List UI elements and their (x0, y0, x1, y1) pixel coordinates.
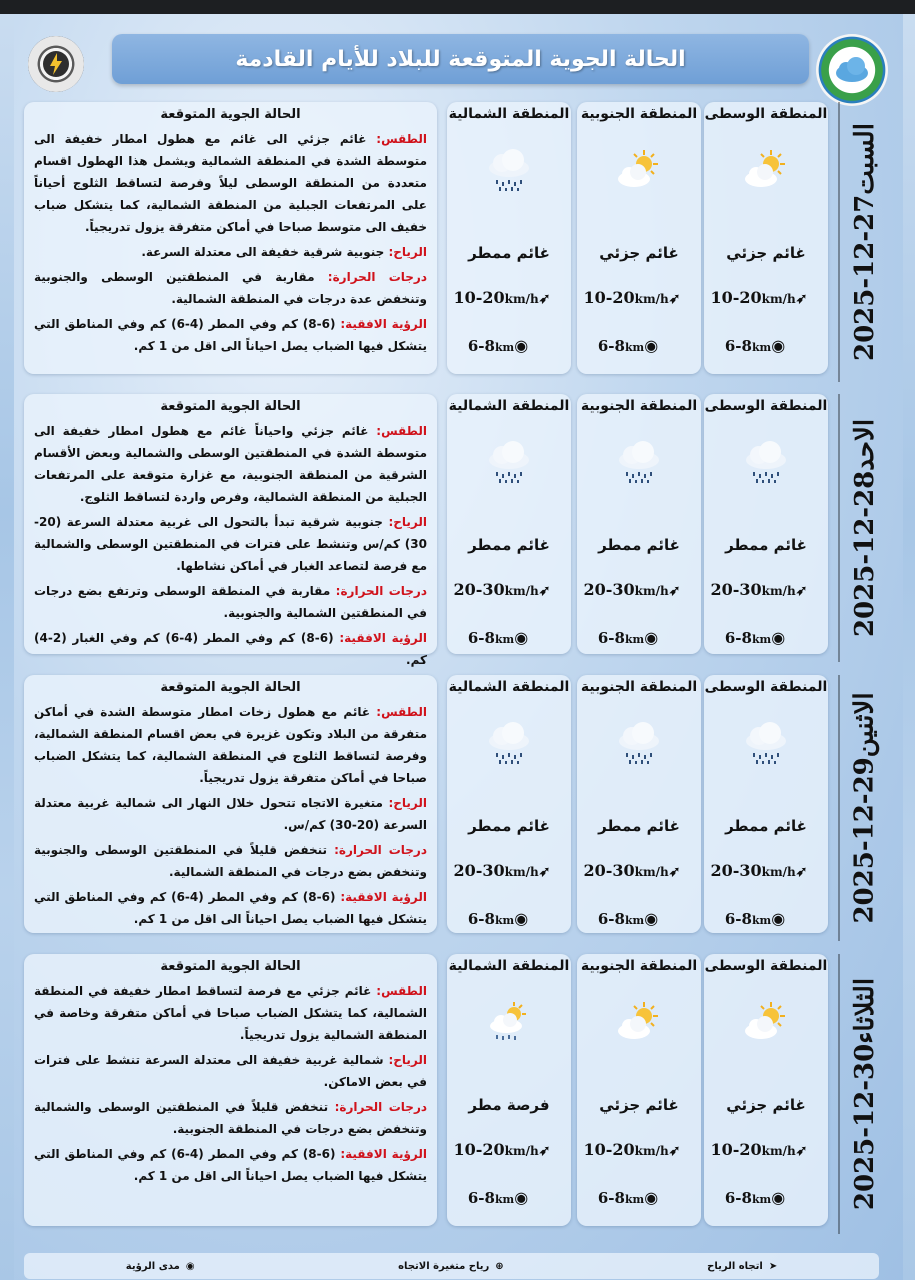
visibility-unit: km (624, 633, 645, 646)
wind-value: 20-30 (710, 861, 762, 880)
rain-cloud-icon (614, 721, 664, 765)
forecast-body: (6-8) كم وفي المطر (4-6) كم وفي المناطق التي يتشكل فيها الضباب يصل احياناً الى اقل من 1 كم. (34, 317, 427, 353)
forecast-label: درجات الحرارة: (327, 270, 427, 284)
date-text (850, 123, 880, 361)
eye-icon: ◉ (771, 336, 786, 355)
visibility-value: 6-8 (467, 910, 495, 928)
forecast-paragraph (34, 1096, 427, 1140)
condition-text: غائم جزئي (599, 244, 679, 262)
visibility-value: 6-8 (724, 337, 752, 355)
eye-icon: ◉ (644, 1188, 659, 1207)
wind-direction-arrow-icon: ➶ (668, 583, 681, 599)
wind-speed (577, 1140, 701, 1159)
visibility (577, 1188, 701, 1207)
visibility-unit: km (624, 914, 645, 927)
visibility-value: 6-8 (597, 629, 625, 647)
wind-unit: km/h (504, 292, 539, 306)
wind-unit: km/h (504, 865, 539, 879)
wind-unit: km/h (761, 584, 796, 598)
wind-value: 20-30 (453, 861, 505, 880)
forecast-paragraph (34, 420, 427, 508)
partly-cloudy-sun-icon (614, 148, 664, 192)
wind-speed (704, 288, 828, 307)
region-title: المنطقة الوسطى (704, 679, 828, 695)
forecast-paragraph (34, 313, 427, 357)
rain-cloud-icon (484, 148, 534, 192)
visibility-unit: km (751, 1193, 772, 1206)
region-title: المنطقة الوسطى (704, 958, 828, 974)
condition-text: غائم ممطر (725, 536, 807, 554)
wind-unit: km/h (504, 584, 539, 598)
wind-value: 10-20 (583, 1140, 635, 1159)
forecast-body: متغيرة الاتجاه تتحول خلال النهار الى شمالية غربية معتدلة السرعة (20-30) كم/س. (34, 796, 427, 832)
eye-icon: ◉ (514, 628, 529, 647)
condition-text: غائم جزئي (726, 244, 806, 262)
legend-item-wind-direction: ➤اتجاه الرياح (707, 1260, 778, 1272)
wind-speed (447, 288, 571, 307)
visibility-value: 6-8 (467, 629, 495, 647)
wind-unit: km/h (634, 1144, 669, 1158)
wind-value: 20-30 (583, 580, 635, 599)
forecast-paragraph (34, 886, 427, 930)
region-card (704, 394, 828, 654)
wind-direction-arrow-icon: ➶ (795, 583, 808, 599)
day-block (22, 394, 890, 667)
forecast-paragraph (34, 839, 427, 883)
forecast-body: غائم جزئي مع فرصة لتساقط امطار خفيفة في المنطقة الشمالية، كما يتشكل الضباب صباحا في أماكن متفرقة وخاصة في المنطقة الشمالية يزول تدريجياً. (34, 984, 427, 1042)
region-card (577, 394, 701, 654)
forecast-body: غائم جزئي الى غائم مع هطول امطار خفيفة الى متوسطة الشدة في المنطقة الشمالية ويشمل هذا الهطول اقسام متعددة من المنطقة الوسطى ليلاً وفرصة لتساقط الثلوج أحياناً على المرتفعات الجبلية من المنطقة الشمالية، كما يتشكل ضباب خفيف الى متوسط صباحا في أماكن متفرقة يزول تدريجياً. (34, 132, 427, 234)
wind-speed (447, 580, 571, 599)
wind-speed (447, 861, 571, 880)
wind-direction-arrow-icon: ➶ (795, 864, 808, 880)
visibility-value: 6-8 (597, 1189, 625, 1207)
forecast-label: درجات الحرارة: (335, 584, 427, 598)
forecast-paragraph (34, 266, 427, 310)
visibility-value: 6-8 (597, 337, 625, 355)
visibility-value: 6-8 (467, 337, 495, 355)
forecast-paragraph (34, 980, 427, 1046)
visibility-unit: km (751, 633, 772, 646)
forecast-label: الطقس: (376, 705, 427, 719)
visibility-unit: km (751, 341, 772, 354)
wind-speed (577, 288, 701, 307)
wind-unit: km/h (504, 1144, 539, 1158)
forecast-body: مقاربة في المنطقة الوسطى وترتفع بضع درجات في المنطقتين الشمالية والجنوبية. (34, 584, 427, 620)
region-title: المنطقة الشمالية (448, 398, 570, 414)
wind-speed (447, 1140, 571, 1159)
forecast-paragraph (34, 792, 427, 836)
visibility (704, 336, 828, 355)
forecast-label: الرؤية الافقية: (339, 631, 427, 645)
visibility (577, 336, 701, 355)
forecast-body: تنخفض قليلاً في المنطقتين الوسطى والجنوبية وتنخفض بضع درجات في المنطقة الشمالية. (34, 843, 427, 879)
legend-bar (24, 1253, 879, 1279)
weekday-text: الاحد (850, 418, 880, 471)
eye-icon: ◉ (644, 628, 659, 647)
region-title: المنطقة الوسطى (704, 106, 828, 122)
sun-cloud-rain-icon (484, 1000, 534, 1044)
eye-icon: ◉ (514, 336, 529, 355)
eye-icon: ◉ (514, 909, 529, 928)
date-text (850, 978, 880, 1210)
date-text (850, 419, 880, 637)
rain-cloud-icon (614, 440, 664, 484)
region-title: المنطقة الجنوبية (580, 958, 698, 974)
wind-direction-arrow-icon: ➶ (538, 583, 551, 599)
eye-icon: ◉ (771, 628, 786, 647)
forecast-text-card (24, 954, 437, 1226)
page-header (112, 34, 809, 84)
eye-icon: ◉ (771, 909, 786, 928)
visibility (577, 909, 701, 928)
date-text (850, 692, 880, 923)
variable-wind-icon: ⊕ (495, 1260, 504, 1272)
visibility (447, 628, 571, 647)
wind-value: 10-20 (710, 1140, 762, 1159)
wind-direction-arrow-icon: ➶ (668, 1143, 681, 1159)
rain-cloud-icon (484, 440, 534, 484)
wind-direction-arrow-icon: ➶ (795, 291, 808, 307)
visibility (447, 909, 571, 928)
ministry-logo-right (816, 34, 888, 106)
wind-speed (704, 861, 828, 880)
forecast-paragraph (34, 1049, 427, 1093)
forecast-body: غائم مع هطول زخات امطار متوسطة الشدة في أماكن متفرقة من البلاد وتكون غزيرة في بعض اقسام المنطقة الشمالية، وفرصة لتساقط الثلوج في المنطقة الشمالية، كما يتشكل الضباب صباحا في أماكن متفرقة يزول تدريجياً. (34, 705, 427, 785)
wind-value: 20-30 (453, 580, 505, 599)
forecast-title: الحالة الجوية المتوقعة (160, 959, 301, 974)
wind-value: 20-30 (583, 861, 635, 880)
visibility-unit: km (494, 341, 515, 354)
region-card (704, 675, 828, 933)
forecast-body: غائم جزئي واحياناً غائم مع هطول امطار خفيفة الى متوسطة الشدة في المنطقتين الوسطى والشمالية وبعض الأقسام الشرقية من المنطقة الجنوبية، مع غزارة متوقعة على المرتفعات الجبلية من المنطقة الشمالية، وفرص واردة لتساقط الثلوج. (34, 424, 427, 504)
wind-speed (704, 1140, 828, 1159)
forecast-title: الحالة الجوية المتوقعة (160, 680, 301, 695)
forecast-body: جنوبية شرقية تبدأ بالتحول الى غربية معتدلة السرعة (20-30) كم/س وتنشط على فترات في المنطقتين الوسطى والشمالية مع فرصة لتصاعد الغبار في أماكن نشاطها. (34, 515, 427, 573)
cloud-logo-icon (832, 55, 872, 85)
visibility (704, 909, 828, 928)
wind-unit: km/h (761, 292, 796, 306)
forecast-label: الرياح: (388, 245, 427, 259)
date-label (838, 954, 890, 1234)
wind-value: 10-20 (583, 288, 635, 307)
date-value: 2025-12-27 (850, 194, 880, 362)
rain-cloud-icon (741, 440, 791, 484)
date-label (838, 675, 890, 941)
visibility-unit: km (494, 1193, 515, 1206)
forecast-body: تنخفض قليلاً في المنطقتين الوسطى والشمالية وتنخفض بضع درجات في المنطقة الجنوبية. (34, 1100, 427, 1136)
forecast-body: (6-8) كم وفي المطر (4-6) كم وفي المناطق التي يتشكل فيها الضباب يصل احياناً الى اقل من 1 كم. (34, 1147, 427, 1183)
region-card (577, 102, 701, 374)
partly-cloudy-sun-icon (614, 1000, 664, 1044)
visibility-value: 6-8 (467, 1189, 495, 1207)
forecast-text-card (24, 102, 437, 374)
wind-value: 10-20 (710, 288, 762, 307)
forecast-label: الرؤية الافقية: (340, 317, 427, 331)
date-label (838, 102, 890, 382)
weekday-text: الاثنين (850, 692, 880, 758)
region-title: المنطقة الجنوبية (580, 679, 698, 695)
forecast-text-card (24, 394, 437, 667)
forecast-label: درجات الحرارة: (334, 1100, 428, 1114)
condition-text: غائم ممطر (598, 817, 680, 835)
forecast-paragraph (34, 580, 427, 624)
forecast-title: الحالة الجوية المتوقعة (160, 399, 301, 414)
wind-unit: km/h (761, 1144, 796, 1158)
forecast-title: الحالة الجوية المتوقعة (160, 107, 301, 122)
visibility-unit: km (751, 914, 772, 927)
forecast-label: الرياح: (388, 796, 427, 810)
condition-text: فرصة مطر (468, 1096, 550, 1114)
partly-cloudy-sun-icon (741, 1000, 791, 1044)
visibility-unit: km (494, 633, 515, 646)
weekday-text: الثلاثاء (850, 977, 881, 1044)
day-block (22, 102, 890, 382)
date-value: 2025-12-30 (850, 1043, 881, 1211)
meteorological-logo-left (28, 36, 84, 92)
region-card (447, 954, 571, 1226)
wind-direction-arrow-icon: ➤ (768, 1260, 778, 1272)
region-card (447, 675, 571, 933)
visibility-unit: km (624, 1193, 645, 1206)
condition-text: غائم ممطر (468, 536, 550, 554)
wind-value: 10-20 (453, 288, 505, 307)
forecast-label: الرؤية الافقية: (340, 1147, 427, 1161)
visibility (704, 1188, 828, 1207)
partly-cloudy-sun-icon (741, 148, 791, 192)
region-card (704, 102, 828, 374)
forecast-label: الطقس: (376, 984, 427, 998)
region-card (447, 102, 571, 374)
rain-cloud-icon (484, 721, 534, 765)
visibility-value: 6-8 (724, 1189, 752, 1207)
region-card (704, 954, 828, 1226)
forecast-body: (6-8) كم وفي المطر (4-6) كم وفي الغبار (2-4) كم. (34, 631, 427, 667)
condition-text: غائم ممطر (598, 536, 680, 554)
wind-unit: km/h (634, 865, 669, 879)
page-frame (14, 14, 903, 1280)
region-title: المنطقة الشمالية (448, 106, 570, 122)
forecast-body: شمالية غربية خفيفة الى معتدلة السرعة تنشط على فترات في بعض الاماكن. (34, 1053, 427, 1089)
visibility-value: 6-8 (724, 910, 752, 928)
visibility (447, 336, 571, 355)
date-value: 2025-12-29 (850, 757, 880, 924)
forecast-label: درجات الحرارة: (334, 843, 428, 857)
wind-unit: km/h (634, 584, 669, 598)
condition-text: غائم جزئي (726, 1096, 806, 1114)
visibility-value: 6-8 (724, 629, 752, 647)
forecast-label: الرياح: (388, 515, 427, 529)
visibility (577, 628, 701, 647)
region-card (447, 394, 571, 654)
forecast-paragraph (34, 627, 427, 671)
wind-direction-arrow-icon: ➶ (538, 1143, 551, 1159)
condition-text: غائم جزئي (599, 1096, 679, 1114)
forecast-paragraph (34, 511, 427, 577)
wind-unit: km/h (634, 292, 669, 306)
weekday-text: السبت (850, 122, 880, 195)
date-value: 2025-12-28 (850, 470, 880, 638)
wind-speed (577, 580, 701, 599)
condition-text: غائم ممطر (468, 817, 550, 835)
wind-value: 10-20 (453, 1140, 505, 1159)
forecast-body: (6-8) كم وفي المطر (4-6) كم وفي المناطق التي يتشكل فيها الضباب يصل احياناً الى اقل من 1 كم. (34, 890, 427, 926)
wind-direction-arrow-icon: ➶ (538, 864, 551, 880)
visibility-value: 6-8 (597, 910, 625, 928)
wind-speed (704, 580, 828, 599)
forecast-label: الطقس: (376, 132, 427, 146)
forecast-body: جنوبية شرقية خفيفة الى معتدلة السرعة. (141, 245, 389, 259)
visibility (704, 628, 828, 647)
wind-direction-arrow-icon: ➶ (668, 864, 681, 880)
wind-speed (577, 861, 701, 880)
wind-direction-arrow-icon: ➶ (668, 291, 681, 307)
legend-item-variable-wind: ⊕رياح متغيرة الاتجاه (398, 1260, 504, 1272)
region-title: المنطقة الجنوبية (580, 106, 698, 122)
forecast-paragraph (34, 1143, 427, 1187)
region-title: المنطقة الجنوبية (580, 398, 698, 414)
wind-unit: km/h (761, 865, 796, 879)
forecast-label: الرياح: (388, 1053, 427, 1067)
forecast-paragraph (34, 241, 427, 263)
eye-icon: ◉ (514, 1188, 529, 1207)
eye-icon: ◉ (644, 909, 659, 928)
region-title: المنطقة الشمالية (448, 679, 570, 695)
visibility (447, 1188, 571, 1207)
forecast-paragraph (34, 128, 427, 238)
rain-cloud-icon (741, 721, 791, 765)
wind-direction-arrow-icon: ➶ (538, 291, 551, 307)
forecast-label: الرؤية الافقية: (340, 890, 427, 904)
legend-item-visibility: ◉مدى الرؤية (125, 1260, 195, 1272)
forecast-text-card (24, 675, 437, 933)
wind-direction-arrow-icon: ➶ (795, 1143, 808, 1159)
eye-icon: ◉ (185, 1260, 195, 1272)
forecast-body: مقاربة في المنطقتين الوسطى والجنوبية وتنخفض عدة درجات في المنطقة الشمالية. (34, 270, 427, 306)
region-card (577, 954, 701, 1226)
region-card (577, 675, 701, 933)
day-block (22, 675, 890, 941)
visibility-unit: km (624, 341, 645, 354)
region-title: المنطقة الشمالية (448, 958, 570, 974)
condition-text: غائم ممطر (725, 817, 807, 835)
lightning-icon (41, 49, 71, 79)
eye-icon: ◉ (644, 336, 659, 355)
condition-text: غائم ممطر (468, 244, 550, 262)
page-title: الحالة الجوية المتوقعة للبلاد للأيام القادمة (235, 46, 686, 72)
visibility-unit: km (494, 914, 515, 927)
wind-value: 20-30 (710, 580, 762, 599)
date-label (838, 394, 890, 662)
forecast-paragraph (34, 701, 427, 789)
eye-icon: ◉ (771, 1188, 786, 1207)
region-title: المنطقة الوسطى (704, 398, 828, 414)
day-block (22, 954, 890, 1234)
forecast-label: الطقس: (376, 424, 427, 438)
